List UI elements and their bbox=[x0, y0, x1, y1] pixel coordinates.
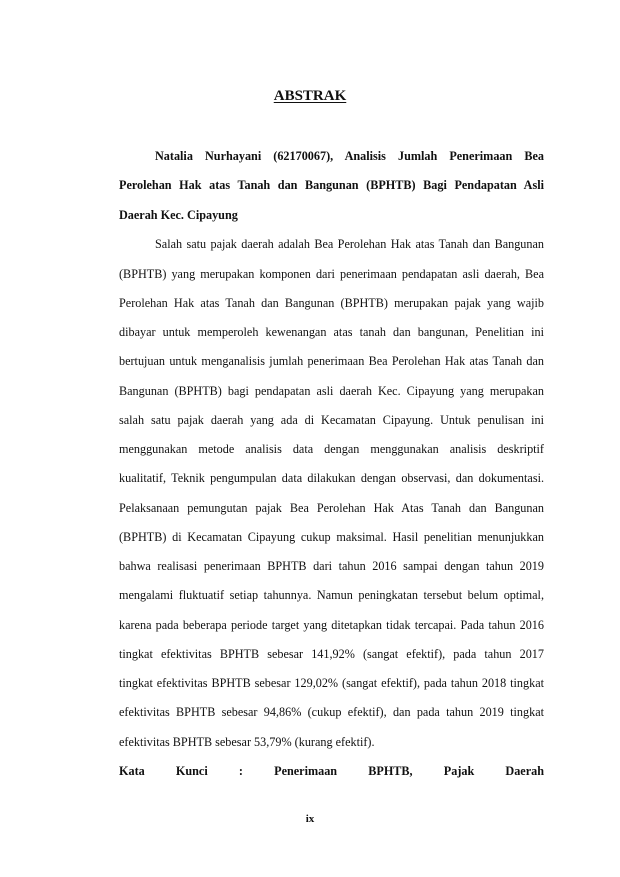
page-number: ix bbox=[305, 813, 315, 825]
abstract-line-8: menggunakan metode analisis data dengan menggunakan analisis deskriptif bbox=[119, 442, 544, 456]
abstract-line-12: bahwa realisasi penerimaan BPHTB dari tahun 2016 sampai dengan tahun 2019 bbox=[119, 559, 544, 573]
abstract-title: ABSTRAK bbox=[273, 88, 347, 104]
author-title-line-1: Natalia Nurhayani (62170067), Analisis Jumlah Penerimaan Bea bbox=[155, 149, 544, 163]
abstract-line-16: tingkat efektivitas BPHTB sebesar 129,02% (sangat efektif), pada tahun 2018 tingkat bbox=[119, 676, 544, 690]
abstract-line-2: (BPHTB) yang merupakan komponen dari penerimaan pendapatan asli daerah, Bea bbox=[119, 267, 544, 281]
abstract-line-4: dibayar untuk memperoleh kewenangan atas tanah dan bangunan, Penelitian ini bbox=[119, 325, 544, 339]
author-title-line-2: Perolehan Hak atas Tanah dan Bangunan (BPHTB) Bagi Pendapatan Asli bbox=[119, 178, 544, 192]
abstract-line-10: Pelaksanaan pemungutan pajak Bea Perolehan Hak Atas Tanah dan Bangunan bbox=[119, 501, 544, 515]
abstract-line-7: salah satu pajak daerah yang ada di Kecamatan Cipayung. Untuk penulisan ini bbox=[119, 413, 544, 427]
abstract-line-1: Salah satu pajak daerah adalah Bea Perolehan Hak atas Tanah dan Bangunan bbox=[155, 237, 544, 251]
abstract-line-3: Perolehan Hak atas Tanah dan Bangunan (BPHTB) merupakan pajak yang wajib bbox=[119, 296, 544, 310]
abstract-line-11: (BPHTB) di Kecamatan Cipayung cukup maksimal. Hasil penelitian menunjukkan bbox=[119, 530, 544, 544]
abstract-line-15: tingkat efektivitas BPHTB sebesar 141,92% (sangat efektif), pada tahun 2017 bbox=[119, 647, 544, 661]
abstract-line-17: efektivitas BPHTB sebesar 94,86% (cukup efektif), dan pada tahun 2019 tingkat bbox=[119, 705, 544, 719]
abstract-line-9: kualitatif, Teknik pengumpulan data dilakukan dengan observasi, dan dokumentasi. bbox=[119, 471, 544, 485]
abstract-line-5: bertujuan untuk menganalisis jumlah penerimaan Bea Perolehan Hak atas Tanah dan bbox=[119, 354, 544, 368]
abstract-line-18: efektivitas BPHTB sebesar 53,79% (kurang efektif). bbox=[119, 735, 375, 749]
abstract-line-6: Bangunan (BPHTB) bagi pendapatan asli daerah Kec. Cipayung yang merupakan bbox=[119, 384, 544, 398]
abstract-line-14: karena pada beberapa periode target yang ditetapkan tidak tercapai. Pada tahun 2016 bbox=[119, 618, 544, 632]
keywords-line: Kata Kunci : Penerimaan BPHTB, Pajak Daerah bbox=[119, 764, 544, 778]
author-title-line-3: Daerah Kec. Cipayung bbox=[119, 208, 238, 222]
abstract-line-13: mengalami fluktuatif setiap tahunnya. Namun peningkatan tersebut belum optimal, bbox=[119, 588, 544, 602]
